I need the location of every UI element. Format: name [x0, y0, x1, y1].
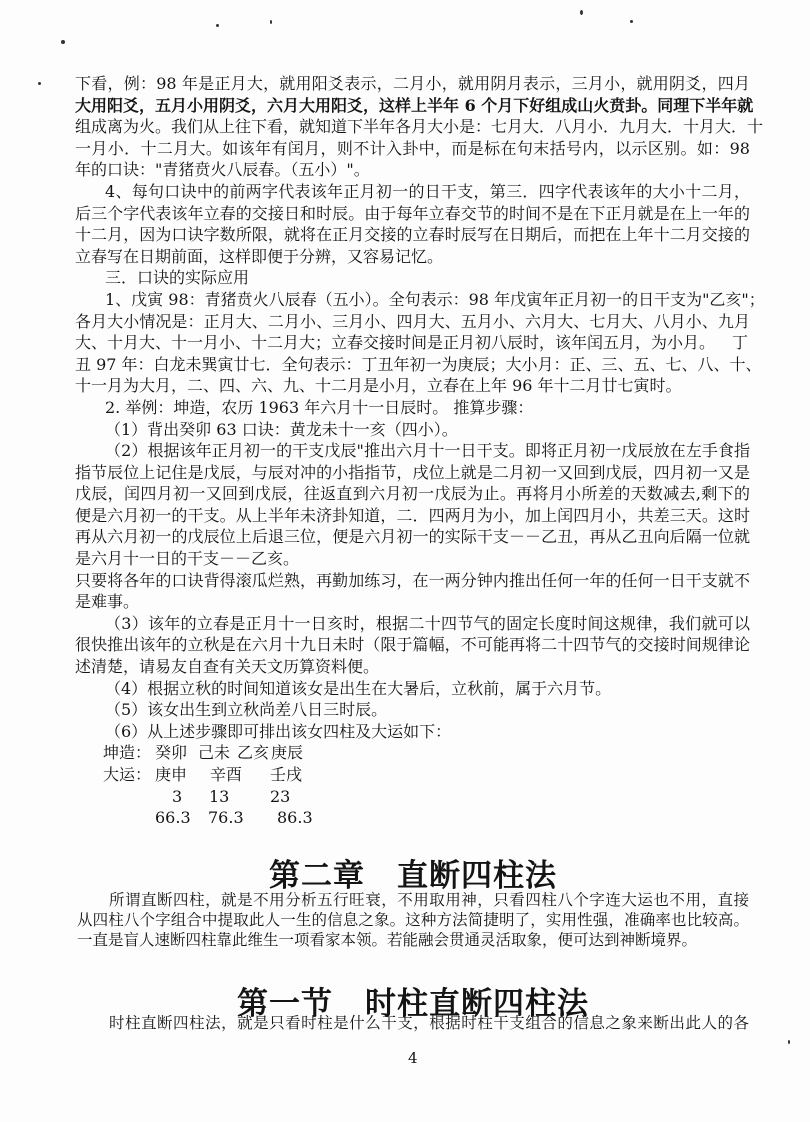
- text-line: 述清楚，请易友自查有关天文历算资料便。: [75, 657, 380, 677]
- text-line: 所谓直断四柱，就是不用分析五行旺衰，不用取用神，只看四柱八个字连大运也不用，直接: [109, 891, 749, 909]
- pillars-row: [75, 742, 750, 764]
- text-line: [75, 332, 750, 354]
- text-line: 立春写在日期前面，这样即便于分辨，又容易记忆。: [75, 246, 444, 266]
- step-line: （1）背出癸卯 63 口诀：黄龙未十一亥（四小）。: [105, 419, 458, 439]
- page-number: 4: [408, 1049, 418, 1067]
- text-line: 戊辰，闰四月初一又回到戊辰，往返直到六月初一戊辰为止。再将月小所差的天数减去,剩下的: [75, 484, 750, 504]
- text-line-tail: 丁: [731, 333, 748, 353]
- text-line: 年的口诀："青猪贲火八辰春。（五小）"。: [75, 160, 370, 180]
- chapter-intro: [77, 890, 749, 950]
- step-line: （4）根据立秋的时间知道该女是出生在大暑后，立秋前，属于六月节。: [105, 678, 612, 698]
- text-line: 一月小．十二月大。如该年有闰月，则不计入卦中，而是标在句末括号内，以示区别。如：98: [75, 138, 750, 158]
- pillar: 己未: [198, 743, 231, 763]
- text-line: 一直是盲人速断四柱靠此维生一项看家本领。若能融会贯通灵活取象，便可达到神断境界。: [77, 931, 698, 949]
- text-line: 下看，例：98 年是正月大，就用阳爻表示，二月小，就用阴月表示，三月小，就用阴爻，四月: [75, 74, 750, 93]
- pillars-label: 坤造：: [103, 743, 152, 763]
- section-title: 第一节 时柱直断四柱法: [237, 986, 589, 1022]
- luck-years-row: [75, 807, 750, 829]
- scan-speck: [580, 10, 583, 15]
- luck-pillar: 庚申: [155, 765, 188, 784]
- text-line: 后三个字代表该年立春的交接日和时辰。由于每年立春交节的时间不是在下正月就是在上一年的: [75, 203, 750, 223]
- step-line: （5）该女出生到立秋尚差八日三时辰。: [105, 700, 388, 720]
- section-intro: [77, 1013, 749, 1033]
- scan-speck: [216, 24, 219, 27]
- text-line: 2. 举例：坤造，农历 1963 年六月十一日辰时。 推算步骤：: [105, 397, 534, 417]
- luck-age: 3: [172, 786, 183, 806]
- text-line: 大用阳爻，五月小用阴爻，六月大用阳爻，这样上半年 6 个月下好组成山火贲卦。同理下半年就: [75, 95, 754, 115]
- text-line: 丑 97 年：白龙未巽寅廿七．全句表示：丁丑年初一为庚辰；大小月：正、三、五、七、八、十、: [75, 354, 762, 374]
- text-line: 是难事。: [75, 592, 140, 612]
- luck-age: 23: [270, 786, 291, 806]
- text-line: 指节辰位上记住是戊辰，与辰对冲的小指指节，戌位上就是二月初一又回到戊辰，四月初一又是: [75, 462, 750, 482]
- text-line: 只要将各年的口诀背得滚瓜烂熟，再勤加练习，在一两分钟内推出任何一年的任何一日干支就不: [75, 570, 750, 590]
- luck-year: 76.3: [208, 808, 244, 828]
- luck-age: 13: [209, 786, 230, 806]
- text-line: 1、戊寅 98：青猪贲火八辰春（五小）。全句表示：98 年戊寅年正月初一的日干支为"乙亥"；: [105, 289, 765, 309]
- luck-ages-row: [75, 786, 750, 808]
- luck-pillar: 辛酉: [210, 765, 243, 784]
- text-line: 时柱直断四柱法，就是只看时柱是什么干支，根据时柱干支组合的信息之象来断出此人的各: [109, 1014, 749, 1032]
- text-line-main: 大、十月大、十一月小、十二月大；立春交接时间是正月初八辰时，该年闰五月，为小月。: [75, 333, 716, 353]
- pillar: 乙亥: [237, 743, 270, 763]
- scan-speck: [270, 20, 272, 24]
- text-line: 便是六月初一的干支。从上半年未济卦知道，二．四两月为小，加上闰四月小，共差三天。这时: [75, 505, 750, 525]
- chapter-title: 第二章 直断四柱法: [269, 858, 557, 894]
- step-line: （6）从上述步骤即可排出该女四柱及大运如下：: [105, 721, 452, 741]
- luck-row: [75, 764, 750, 786]
- subsection-heading: 三．口诀的实际应用: [105, 268, 250, 288]
- luck-pillar: 壬戌: [270, 765, 303, 784]
- step-line: （3）该年的立春是正月十一日亥时，根据二十四节气的固定长度时间这规律，我们就可以: [105, 613, 750, 633]
- text-line: 4、每句口诀中的前两字代表该年正月初一的日干支，第三．四字代表该年的大小十二月，: [105, 181, 750, 201]
- luck-year: 86.3: [277, 808, 313, 828]
- pillar: 庚辰: [271, 743, 304, 763]
- text-line: 再从六月初一的戊辰位上后退三位，便是六月初一的实际干支－－乙丑，再从乙丑向后隔一位就: [75, 527, 750, 547]
- scan-speck: [38, 82, 41, 85]
- text-line: 很快推出该年的立秋是在六月十九日未时（限于篇幅，不可能再将二十四节气的交接时间规律论: [75, 635, 750, 655]
- scan-speck: [630, 20, 633, 23]
- scan-speck: [788, 1040, 790, 1044]
- pillar: 癸卯: [155, 743, 188, 763]
- text-line: 是六月十一日的干支－－乙亥。: [75, 549, 300, 569]
- luck-year: 66.3: [155, 808, 191, 828]
- step-line: （2）根据该年正月初一的干支戊辰"推出六月十一日干支。即将正月初一戊辰放在左手食指: [105, 441, 750, 461]
- luck-label: 大运：: [103, 765, 152, 784]
- text-line: 组成离为火。我们从上往下看，就知道下半年各月大小是：七月大．八月小．九月大．十月大．十: [75, 117, 764, 137]
- text-line: 从四柱八个字组合中提取此人一生的信息之象。这种方法简捷明了，实用性强，准确率也比较高。: [77, 911, 749, 929]
- text-line: 十一月为大月，二、四、六、九、十二月是小月，立春在上年 96 年十二月廿七寅时。: [75, 376, 682, 396]
- text-line: 各月大小情况是：正月大、二月小、三月小、四月大、五月小、六月大、七月大、八月小、九月: [75, 311, 750, 331]
- main-text: [75, 73, 765, 829]
- text-line: 十二月，因为口诀字数所限，就将在正月交接的立春时辰写在日期后，而把在上年十二月交接的: [75, 225, 750, 245]
- scan-speck: [61, 40, 65, 44]
